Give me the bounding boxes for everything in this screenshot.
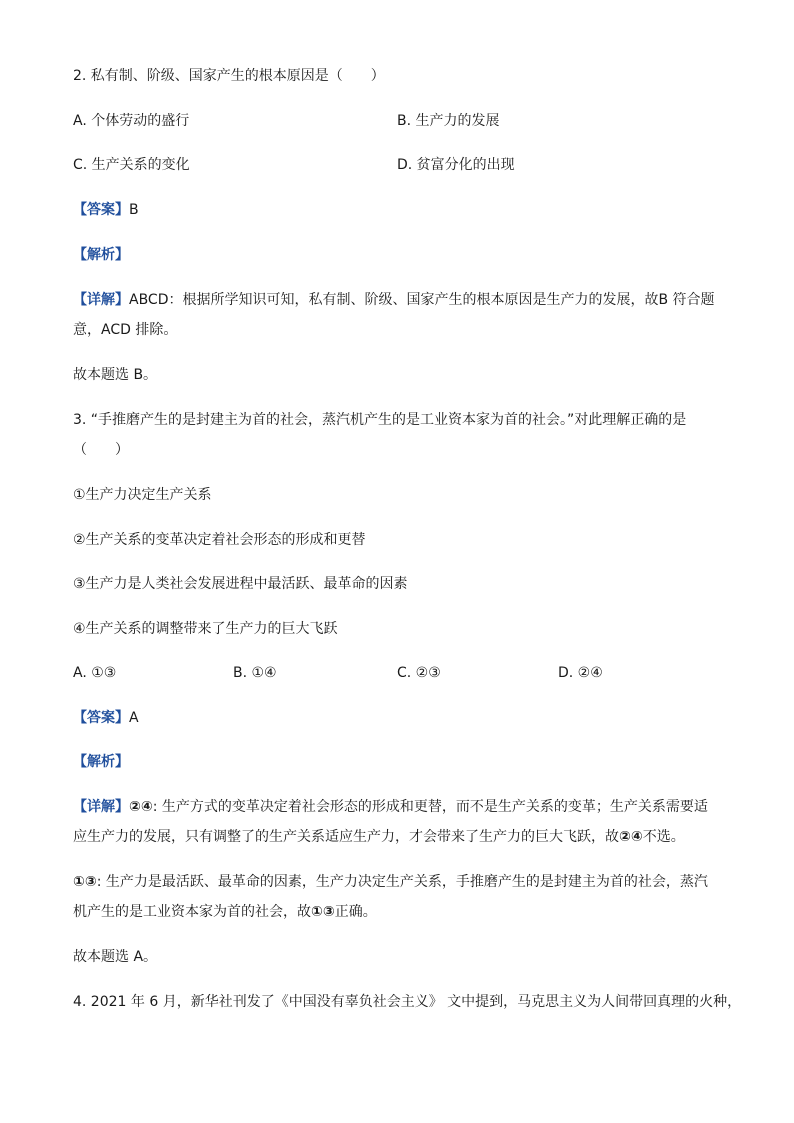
- detail-text: : 生产力是最活跃、最革命的因素，生产力决定生产关系，手推磨产生的是封建主为首的社会，蒸汽: [96, 874, 708, 890]
- analysis-tag: 【解析】: [73, 754, 129, 770]
- q3-option-d: D. ②④: [558, 665, 603, 681]
- q2-answer: [73, 200, 139, 220]
- q3-conclusion: 故本题选 A。: [73, 949, 158, 965]
- q2-detail-line-1: [73, 290, 715, 310]
- q2-option-c: C. 生产关系的变化: [73, 157, 190, 173]
- q2-option-a: A. 个体劳动的盛行: [73, 113, 190, 129]
- q3-statement-3: ③生产力是人类社会发展进程中最活跃、最革命的因素: [73, 576, 408, 592]
- q3-statement-1: ①生产力决定生产关系: [73, 487, 212, 503]
- q3-statement-2: ②生产关系的变革决定着社会形态的形成和更替: [73, 532, 366, 548]
- q3-detail-line-1: [73, 797, 708, 817]
- detail-marker: ①③: [311, 904, 335, 920]
- q3-stem-line-1: 3. “手推磨产生的是封建主为首的社会，蒸汽机产生的是工业资本家为首的社会。”对此理解正确的是: [73, 412, 687, 428]
- answer-tag: 【答案】: [73, 202, 129, 218]
- answer-value: A: [129, 710, 139, 726]
- q2-detail-line-2: 意，ACD 排除。: [73, 322, 178, 338]
- q3-analysis-heading: [73, 752, 129, 772]
- q3-answer: [73, 708, 139, 728]
- detail-text: 正确。: [334, 904, 377, 920]
- q2-conclusion: 故本题选 B。: [73, 367, 158, 383]
- answer-tag: 【答案】: [73, 710, 129, 726]
- analysis-tag: 【解析】: [73, 247, 129, 263]
- detail-marker: ②④: [619, 829, 643, 845]
- detail-tag: 【详解】: [73, 799, 129, 815]
- q3-option-b: B. ①④: [233, 665, 277, 681]
- q2-option-d: D. 贫富分化的出现: [397, 157, 515, 173]
- q3-statement-4: ④生产关系的调整带来了生产力的巨大飞跃: [73, 621, 338, 637]
- detail-tag: 【详解】: [73, 292, 129, 308]
- q4-stem-line-1: 4. 2021 年 6 月，新华社刊发了《中国没有辜负社会主义》 文中提到，马克思主义为人间带回真理的火种，: [73, 994, 742, 1010]
- detail-text: ABCD：根据所学知识可知，私有制、阶级、国家产生的根本原因是生产力的发展，故B 符合题: [129, 292, 715, 308]
- q3-option-a: A. ①③: [73, 665, 117, 681]
- detail-text: 机产生的是工业资本家为首的社会，故: [73, 904, 311, 920]
- q3-option-c: C. ②③: [397, 665, 441, 681]
- q3-detail-line-3: [73, 872, 708, 892]
- detail-text: : 生产方式的变革决定着社会形态的形成和更替，而不是生产关系的变革；生产关系需要适: [152, 799, 708, 815]
- answer-value: B: [129, 202, 139, 218]
- q3-detail-line-4: [73, 902, 377, 922]
- q2-stem: 2. 私有制、阶级、国家产生的根本原因是（ ）: [73, 68, 385, 84]
- detail-text: 应生产力的发展，只有调整了的生产关系适应生产力，才会带来了生产力的巨大飞跃，故: [73, 829, 619, 845]
- q2-option-b: B. 生产力的发展: [397, 113, 500, 129]
- detail-marker: ②④: [129, 799, 153, 815]
- q3-stem-line-2: （ ）: [73, 442, 129, 458]
- detail-marker: ①③: [73, 874, 97, 890]
- q2-analysis-heading: [73, 245, 129, 265]
- q3-detail-line-2: [73, 827, 685, 847]
- detail-text: 不选。: [642, 829, 685, 845]
